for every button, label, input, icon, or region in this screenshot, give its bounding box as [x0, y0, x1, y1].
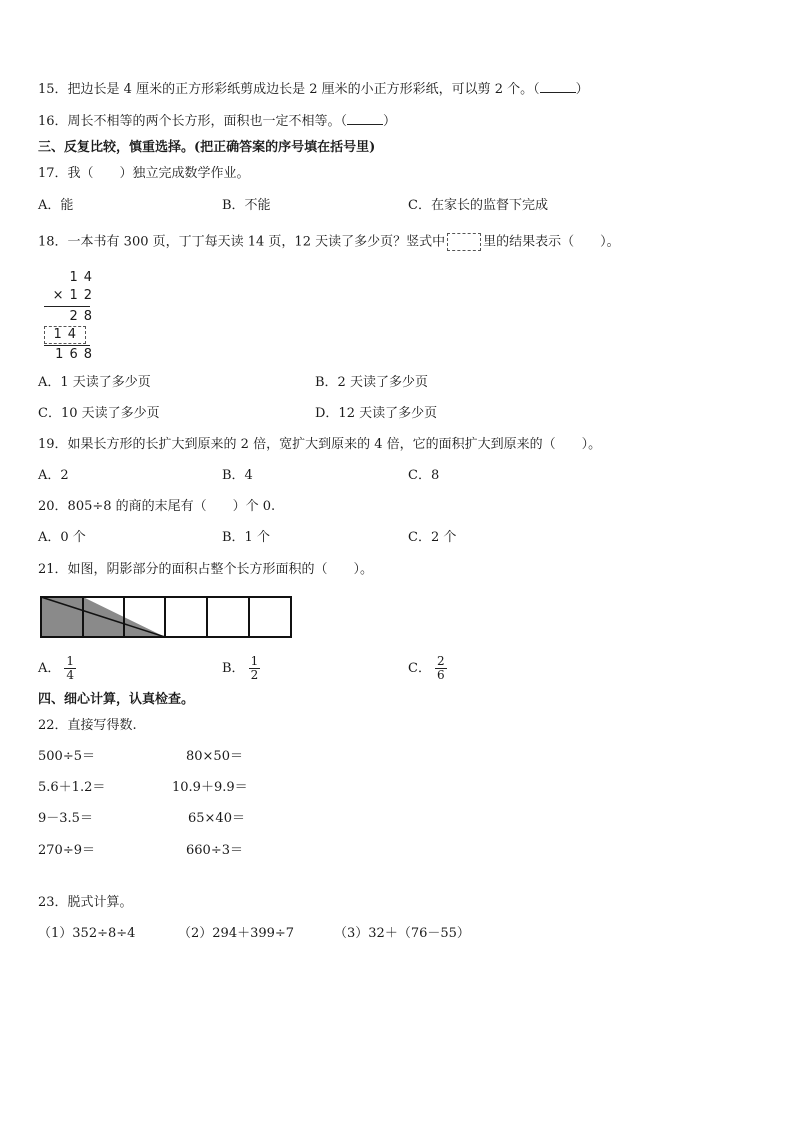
answer-blank[interactable]	[347, 114, 383, 125]
mult-rule	[44, 345, 90, 346]
q19-option-a[interactable]: A．2	[38, 468, 69, 483]
question-16	[38, 114, 396, 130]
mult-rule	[44, 306, 90, 307]
option-label: A．	[38, 661, 61, 676]
calc-item: 9－3.5＝	[38, 811, 93, 826]
q23-part-1: （1）352÷8÷4	[38, 926, 136, 941]
q20-option-a[interactable]: A．0 个	[38, 530, 86, 545]
calc-item: 660÷3＝	[186, 843, 243, 858]
mult-row-4: 14	[53, 327, 82, 342]
q21-option-a[interactable]	[38, 652, 76, 686]
shaded-rectangle-figure	[39, 594, 293, 640]
question-17: 17．我（ ）独立完成数学作业。	[38, 166, 250, 181]
paren-close: ）	[383, 114, 397, 129]
q18-option-d[interactable]: D．12 天读了多少页	[315, 406, 438, 421]
mult-row-1: 14	[69, 270, 98, 285]
q21-option-b[interactable]	[222, 652, 260, 686]
question-23: 23．脱式计算。	[38, 895, 133, 910]
q23-part-3: （3）32＋（76－55）	[334, 926, 470, 941]
question-15	[38, 82, 589, 98]
dashed-box-icon	[447, 233, 481, 251]
mult-row-2: ×12	[52, 288, 98, 303]
q17-option-c[interactable]: C．在家长的监督下完成	[408, 198, 548, 213]
mult-row-3: 28	[69, 309, 98, 324]
fraction: $\frac{1}{4}$	[66, 654, 75, 682]
q21-option-c[interactable]	[408, 652, 447, 686]
question-18-tail: 里的结果表示（ ）。	[483, 234, 620, 250]
q18-option-b[interactable]: B．2 天读了多少页	[315, 375, 428, 390]
calc-item: 270÷9＝	[38, 843, 95, 858]
mult-row-5: 168	[55, 347, 98, 362]
q17-option-b[interactable]: B．不能	[222, 198, 271, 213]
question-22: 22．直接写得数.	[38, 718, 137, 733]
q18-option-a[interactable]: A．1 天读了多少页	[38, 375, 151, 390]
question-19: 19．如果长方形的长扩大到原来的 2 倍，宽扩大到原来的 4 倍，它的面积扩大到原来的（ ）。	[38, 437, 602, 452]
fraction: $\frac{1}{2}$	[250, 654, 259, 682]
section-3-heading: 三、反复比较，慎重选择。(把正确答案的序号填在括号里)	[38, 140, 376, 155]
q19-option-c[interactable]: C．8	[408, 468, 440, 483]
calc-item: 80×50＝	[186, 749, 243, 764]
question-20: 20．805÷8 的商的末尾有（ ）个 0.	[38, 499, 276, 514]
calc-item: 5.6＋1.2＝	[38, 780, 106, 795]
option-label: B．	[222, 661, 245, 676]
q20-option-c[interactable]: C．2 个	[408, 530, 457, 545]
calc-item: 500÷5＝	[38, 749, 95, 764]
question-18-text: 18．一本书有 300 页，丁丁每天读 14 页，12 天读了多少页？竖式中	[38, 234, 446, 250]
question-15-text: 15．把边长是 4 厘米的正方形彩纸剪成边长是 2 厘米的小正方形彩纸，可以剪 2 个。（	[38, 82, 540, 97]
q19-option-b[interactable]: B．4	[222, 468, 253, 483]
question-18	[38, 233, 620, 251]
answer-blank[interactable]	[540, 82, 576, 93]
section-4-heading: 四、细心计算，认真检查。	[38, 692, 195, 707]
calc-item: 10.9＋9.9＝	[172, 780, 248, 795]
q23-part-2: （2）294＋399÷7	[178, 926, 295, 941]
q17-option-a[interactable]: A．能	[38, 198, 74, 213]
q18-option-c[interactable]: C．10 天读了多少页	[38, 406, 160, 421]
calc-item: 65×40＝	[188, 811, 245, 826]
option-label: C．	[408, 661, 431, 676]
question-16-text: 16．周长不相等的两个长方形，面积也一定不相等。（	[38, 114, 348, 129]
fraction: $\frac{2}{6}$	[436, 654, 445, 682]
question-21: 21．如图，阴影部分的面积占整个长方形面积的（ ）。	[38, 562, 374, 577]
q20-option-b[interactable]: B．1 个	[222, 530, 270, 545]
paren-close: ）	[575, 82, 589, 97]
